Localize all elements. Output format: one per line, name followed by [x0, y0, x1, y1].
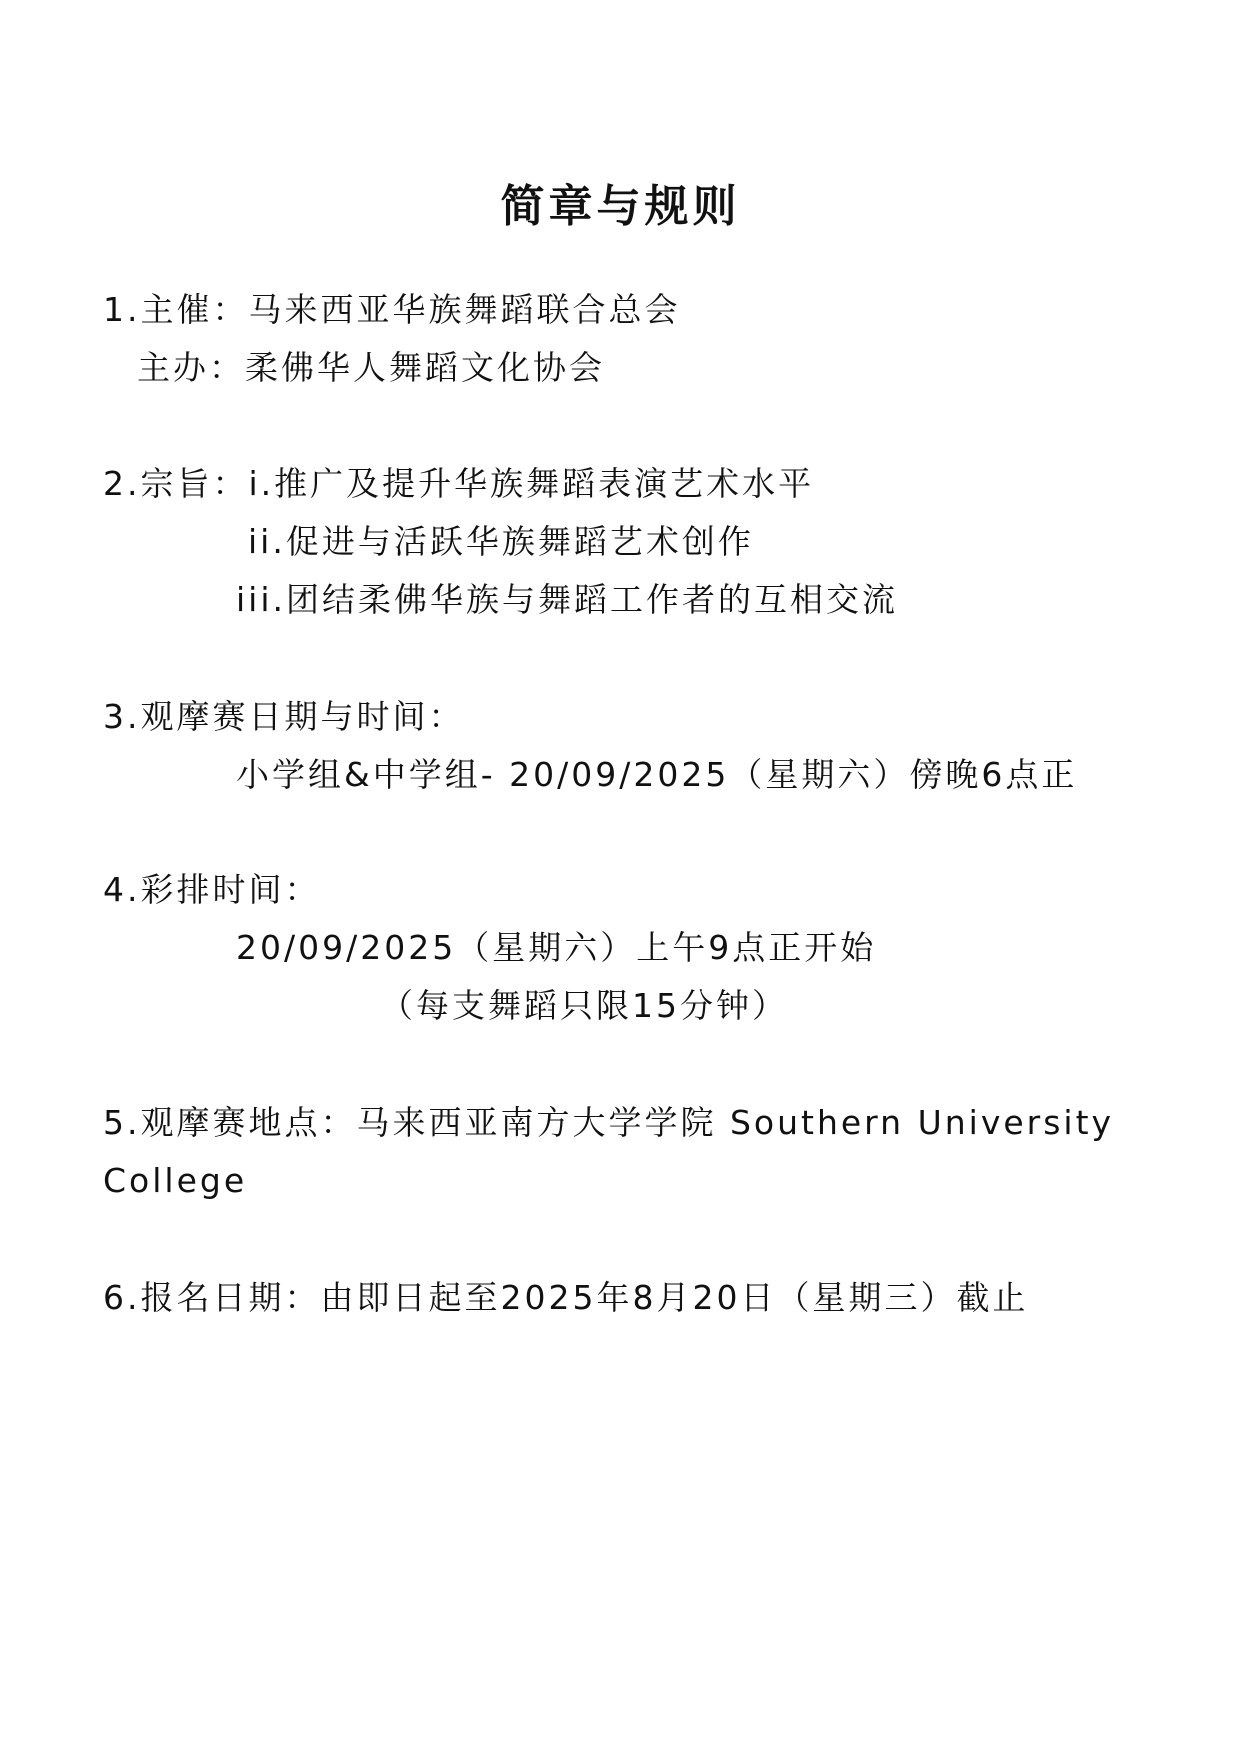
competition-date-detail: 小学组&中学组- 20/09/2025（星期六）傍晚6点正: [236, 755, 1078, 794]
host-line: 主办：柔佛华人舞蹈文化协会: [137, 348, 605, 387]
competition-date-heading: 3.观摩赛日期与时间：: [103, 697, 465, 736]
purpose-line-3: iii.团结柔佛华族与舞蹈工作者的互相交流: [236, 580, 898, 619]
rehearsal-heading: 4.彩排时间：: [103, 870, 321, 909]
organizer-line: 1.主催：马来西亚华族舞蹈联合总会: [103, 290, 681, 329]
venue-line-2: College: [103, 1161, 248, 1200]
rehearsal-detail: 20/09/2025（星期六）上午9点正开始: [236, 928, 877, 967]
purpose-line-2: ii.促进与活跃华族舞蹈艺术创作: [248, 522, 754, 561]
page-title: 简章与规则: [500, 181, 741, 232]
purpose-line-1: 2.宗旨：i.推广及提升华族舞蹈表演艺术水平: [103, 464, 815, 503]
venue-line-1: 5.观摩赛地点：马来西亚南方大学学院 Southern University: [103, 1103, 1115, 1142]
registration-line: 6.报名日期：由即日起至2025年8月20日（星期三）截止: [103, 1278, 1029, 1317]
rehearsal-note: （每支舞蹈只限15分钟）: [380, 986, 788, 1025]
